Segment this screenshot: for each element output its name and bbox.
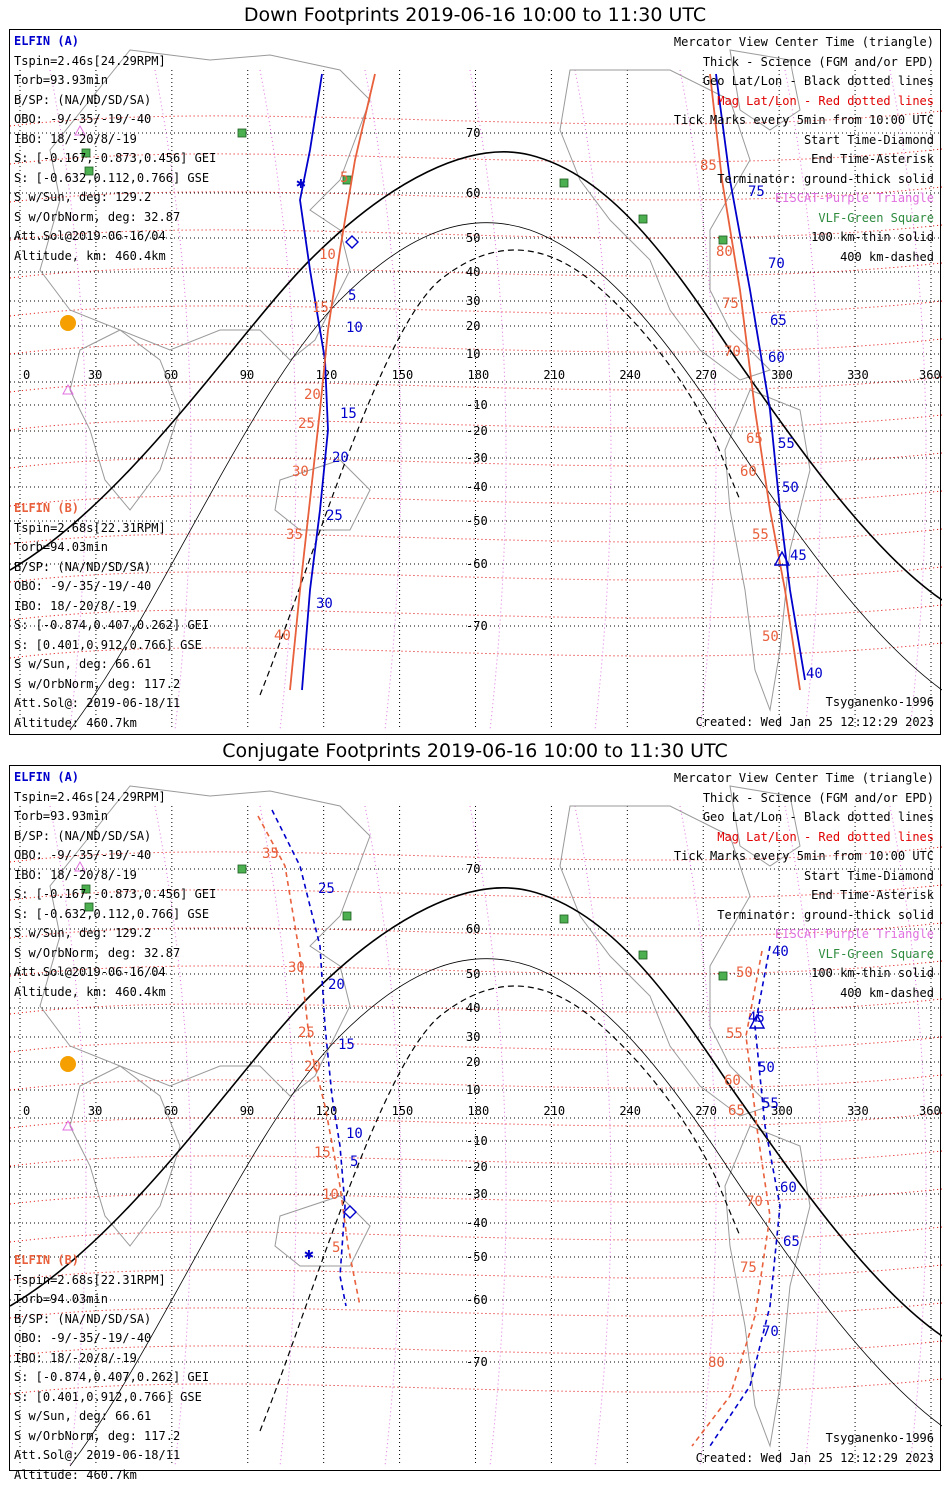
track-tick-b: 20 [304, 1059, 321, 1075]
sat-b-info [14, 499, 209, 733]
sat-a-gse: S: [-0.632,0.112,0.766] GSE [14, 170, 210, 185]
legend [674, 769, 934, 1003]
legend-eiscat: EISCAT-Purple Triangle [775, 191, 934, 205]
lon-label: 300 [771, 368, 793, 382]
sat-b-gse: S: [0.401,0.912,0.766] GSE [14, 1389, 202, 1404]
track-tick-a: 65 [770, 313, 787, 329]
track-tick-a: 55 [778, 436, 795, 452]
track-tick-a: 40 [772, 944, 789, 960]
sat-b-obo: OBO: -9/-35/-19/-40 [14, 1331, 152, 1345]
lat-label: -20 [466, 1160, 488, 1174]
sat-a-name: ELFIN (A) [14, 770, 80, 784]
lon-label: 30 [87, 368, 103, 382]
sat-a-sun-angle: S w/Sun, deg: 129.2 [14, 926, 152, 940]
vlf-square [560, 179, 568, 187]
track-tick-b: 55 [752, 527, 769, 543]
lon-label: 210 [543, 368, 566, 382]
sat-a-obo: OBO: -9/-35/-19/-40 [14, 112, 152, 126]
track-tick-b: 10 [322, 1187, 339, 1203]
sat-b-sun-angle: S w/Sun, deg: 66.61 [14, 1409, 152, 1423]
track-tick-b: 35 [286, 527, 303, 543]
legend-mag-grid: Mag Lat/Lon - Red dotted lines [717, 829, 934, 844]
sat-b-ibo: IBO: 18/-20/8/-19 [14, 1350, 137, 1365]
track-tick-b: 60 [740, 464, 757, 480]
sat-b-attsol: Att.Sol@: 2019-06-18/11 [14, 1448, 181, 1462]
lon-label: 330 [847, 368, 869, 382]
track-tick-a: 20 [332, 450, 349, 466]
lat-label: -10 [466, 398, 488, 412]
lat-label: -70 [466, 1355, 488, 1369]
track-tick-a: 50 [782, 480, 799, 496]
track-tick-b: 25 [298, 416, 315, 432]
sat-a-attsol: Att.Sol@2019-06-16/04 [14, 965, 166, 979]
sat-b-info [14, 1251, 209, 1485]
sat-b-name: ELFIN (B) [14, 501, 80, 515]
start-diamond [344, 1206, 356, 1218]
start-diamond [346, 236, 358, 248]
legend-400km: 400 km-dashed [840, 249, 934, 264]
track-tick-b: 75 [722, 296, 739, 312]
credits [696, 1429, 934, 1468]
sat-a-conj-east [710, 946, 780, 1446]
sat-a-info [14, 32, 216, 266]
legend-terminator: Terminator: ground-thick solid [717, 171, 934, 186]
track-tick-a: 30 [316, 596, 333, 612]
continent-outline [275, 460, 370, 530]
lat-label: 40 [466, 1001, 481, 1015]
sat-b-gse: S: [0.401,0.912,0.766] GSE [14, 637, 202, 652]
lat-label: -40 [466, 1216, 488, 1230]
track-tick-b: 65 [746, 431, 763, 447]
legend-terminator: Terminator: ground-thick solid [717, 907, 934, 922]
sat-b-gei: S: [-0.874,0.407,0.262] GEI [14, 1370, 210, 1384]
legend-ticks: Tick Marks every 5min from 10:00 UTC [673, 113, 934, 127]
track-tick-b: 30 [288, 960, 305, 976]
created-date: Created: Wed Jan 25 12:12:29 2023 [695, 1450, 934, 1465]
lon-label: 360 [919, 1104, 941, 1118]
lon-label: 240 [619, 368, 642, 382]
lat-label: 60 [466, 186, 481, 200]
lat-label: -70 [466, 619, 488, 633]
mag-meridian [575, 70, 611, 730]
legend-geo-grid: Geo Lat/Lon - Black dotted lines [702, 810, 934, 824]
legend-end: End Time-Asterisk [811, 152, 934, 166]
vlf-square [238, 129, 246, 137]
sat-b-tspin: Tspin=2.68s[22.31RPM] [14, 1272, 166, 1287]
sat-a-orbnorm: S w/OrbNorm, deg: 32.87 [14, 945, 181, 960]
lat-label: 50 [466, 231, 481, 245]
track-tick-b: 40 [274, 628, 291, 644]
legend-100km: 100 km-thin solid [811, 966, 934, 980]
lon-label: 30 [87, 1104, 103, 1118]
track-tick-a: 25 [326, 508, 343, 524]
lat-label: 30 [466, 294, 481, 308]
model-name: Tsyganenko-1996 [825, 1431, 934, 1445]
legend-start: Start Time-Diamond [803, 868, 934, 883]
sat-a-tspin: Tspin=2.46s[24.29RPM] [14, 53, 166, 68]
lat-label: 30 [466, 1030, 481, 1044]
legend-end: End Time-Asterisk [811, 888, 934, 902]
sat-a-bsp: B/SP: (NA/ND/SD/SA) [14, 92, 152, 107]
track-tick-b: 70 [724, 344, 741, 360]
sat-b-name: ELFIN (B) [14, 1253, 80, 1267]
sat-b-obo: OBO: -9/-35/-19/-40 [14, 579, 152, 593]
track-tick-a: 25 [318, 881, 335, 897]
lat-label: 40 [466, 265, 481, 279]
track-tick-b: 60 [724, 1073, 741, 1089]
mag-meridian [575, 806, 611, 1466]
legend-ticks: Tick Marks every 5min from 10:00 UTC [673, 849, 934, 863]
lat-label: 60 [466, 922, 481, 936]
vlf-square [343, 912, 351, 920]
lat-label: -40 [466, 480, 488, 494]
lon-label: 270 [695, 1104, 717, 1118]
track-tick-a: 10 [346, 1126, 363, 1142]
sat-b-gei: S: [-0.874,0.407,0.262] GEI [14, 618, 210, 632]
lon-label: 210 [543, 1104, 566, 1118]
lon-label: 60 [163, 1104, 179, 1118]
track-tick-a: 5 [350, 1154, 359, 1170]
legend-vlf: VLF-Green Square [818, 210, 934, 225]
lon-label: 90 [239, 368, 255, 382]
lon-label: 180 [467, 1104, 490, 1118]
sat-a-ibo: IBO: 18/-20/8/-19 [14, 867, 137, 882]
lat-label: -30 [466, 451, 488, 465]
track-tick-b: 10 [319, 247, 336, 263]
end-asterisk: ✱ [304, 1244, 314, 1263]
track-tick-a: 60 [768, 350, 785, 366]
track-tick-b: 15 [312, 300, 329, 316]
continent-outline [70, 330, 180, 510]
sat-a-orbnorm: S w/OrbNorm, deg: 32.87 [14, 209, 181, 224]
track-tick-b: 70 [746, 1194, 763, 1210]
lon-label: 360 [919, 368, 941, 382]
model-name: Tsyganenko-1996 [825, 695, 934, 709]
legend-science: Thick - Science (FGM and/or EPD) [702, 790, 934, 805]
track-tick-b: 80 [716, 244, 733, 260]
track-tick-b: 80 [708, 1355, 725, 1371]
track-tick-a: 70 [768, 256, 785, 272]
vlf-square [560, 915, 568, 923]
sat-a-gei: S: [-0.167,-0.873,0.456] GEI [14, 887, 217, 901]
lon-label: 300 [771, 1104, 793, 1118]
sat-a-torb: Torb=93.93min [14, 73, 108, 87]
sat-a-sun-angle: S w/Sun, deg: 129.2 [14, 190, 152, 204]
track-tick-a: 45 [790, 548, 807, 564]
end-asterisk: ✱ [296, 173, 306, 192]
lat-label: -30 [466, 1187, 488, 1201]
sat-a-info [14, 768, 216, 1002]
sun-icon [60, 1056, 76, 1072]
panel-title-down: Down Footprints 2019-06-16 10:00 to 11:30 UTC [243, 4, 707, 26]
lon-label: 120 [315, 1104, 338, 1118]
sat-b-attsol: Att.Sol@: 2019-06-18/11 [14, 696, 181, 710]
created-date: Created: Wed Jan 25 12:12:29 2023 [695, 714, 934, 729]
continent-outline [275, 1196, 370, 1266]
sat-a-ibo: IBO: 18/-20/8/-19 [14, 131, 137, 146]
lat-label: 10 [466, 347, 481, 361]
sat-a-tspin: Tspin=2.46s[24.29RPM] [14, 789, 166, 804]
track-tick-b: 55 [726, 1026, 743, 1042]
sat-b-bsp: B/SP: (NA/ND/SD/SA) [14, 1311, 152, 1326]
credits [696, 693, 934, 732]
sat-a-conj-west [272, 810, 346, 1306]
legend-science: Thick - Science (FGM and/or EPD) [702, 54, 934, 69]
sat-a-bsp: B/SP: (NA/ND/SD/SA) [14, 828, 152, 843]
track-tick-a: 20 [328, 977, 345, 993]
vlf-square [639, 215, 647, 223]
track-tick-b: 75 [740, 1260, 757, 1276]
lon-label: 180 [467, 368, 490, 382]
legend-geo-grid: Geo Lat/Lon - Black dotted lines [702, 74, 934, 88]
lon-label: 60 [163, 368, 179, 382]
legend-start: Start Time-Diamond [803, 132, 934, 147]
legend-mag-grid: Mag Lat/Lon - Red dotted lines [717, 93, 934, 108]
lat-label: -10 [466, 1134, 488, 1148]
lon-label: 330 [847, 1104, 869, 1118]
panel-title-conjugate: Conjugate Footprints 2019-06-16 10:00 to 11:30 UTC [222, 740, 728, 762]
sat-a-attsol: Att.Sol@2019-06-16/04 [14, 229, 166, 243]
track-tick-a: 40 [806, 666, 823, 682]
sat-a-altitude: Altitude, km: 460.4km [14, 248, 166, 263]
lat-label: 70 [466, 126, 481, 140]
lat-label: 70 [466, 862, 481, 876]
continent-outline [70, 1066, 180, 1246]
track-tick-b: 50 [736, 965, 753, 981]
sat-a-gei: S: [-0.167,-0.873,0.456] GEI [14, 151, 217, 165]
track-tick-b: 5 [332, 1240, 341, 1256]
sat-b-ibo: IBO: 18/-20/8/-19 [14, 598, 137, 613]
legend-center-time: Mercator View Center Time (triangle) [673, 35, 934, 49]
lat-label: 50 [466, 967, 481, 981]
track-tick-a: 75 [748, 184, 765, 200]
track-tick-b: 35 [262, 846, 279, 862]
sat-b-orbnorm: S w/OrbNorm, deg: 117.2 [14, 676, 181, 691]
lon-label: 120 [315, 368, 338, 382]
lat-label: 10 [466, 1083, 481, 1097]
track-tick-a: 50 [758, 1060, 775, 1076]
sat-a-name: ELFIN (A) [14, 34, 80, 48]
lon-label: 150 [391, 368, 414, 382]
track-tick-b: 5 [340, 170, 349, 186]
lat-label: -20 [466, 424, 488, 438]
lon-label: 270 [695, 368, 717, 382]
track-tick-a: 70 [762, 1324, 779, 1340]
track-tick-a: 15 [340, 406, 357, 422]
track-tick-b: 20 [304, 387, 321, 403]
lat-label: -50 [466, 1250, 488, 1264]
sun-icon [60, 315, 76, 331]
legend-vlf: VLF-Green Square [818, 946, 934, 961]
lat-label: -60 [466, 1293, 488, 1307]
track-tick-a: 10 [346, 320, 363, 336]
sat-b-altitude: Altitude: 460.7km [14, 1467, 137, 1482]
lat-label: 20 [466, 1055, 481, 1069]
track-tick-b: 30 [292, 464, 309, 480]
sat-b-altitude: Altitude: 460.7km [14, 715, 137, 730]
lat-label: -50 [466, 514, 488, 528]
legend-100km: 100 km-thin solid [811, 230, 934, 244]
lon-label: 150 [391, 1104, 414, 1118]
sat-a-obo: OBO: -9/-35/-19/-40 [14, 848, 152, 862]
sat-b-torb: Torb=94.03min [14, 1292, 108, 1306]
track-tick-a: 45 [748, 1010, 765, 1026]
legend-center-time: Mercator View Center Time (triangle) [673, 771, 934, 785]
sat-a-altitude: Altitude, km: 460.4km [14, 984, 166, 999]
track-tick-b: 25 [298, 1025, 315, 1041]
track-tick-b: 65 [728, 1103, 745, 1119]
track-tick-b: 85 [700, 158, 717, 174]
sat-b-tspin: Tspin=2.68s[22.31RPM] [14, 520, 166, 535]
track-tick-a: 55 [762, 1096, 779, 1112]
lon-label: 0 [23, 1104, 31, 1118]
continent-outline [725, 1126, 810, 1446]
sat-b-sun-angle: S w/Sun, deg: 66.61 [14, 657, 152, 671]
track-tick-b: 50 [762, 629, 779, 645]
legend [674, 33, 934, 267]
vlf-square [238, 865, 246, 873]
lon-label: 240 [619, 1104, 642, 1118]
map-panel-conjugate [9, 765, 941, 1482]
track-tick-a: 5 [348, 288, 357, 304]
legend-400km: 400 km-dashed [840, 985, 934, 1000]
legend-eiscat: EISCAT-Purple Triangle [775, 927, 934, 941]
track-tick-b: 15 [314, 1145, 331, 1161]
track-tick-a: 65 [783, 1234, 800, 1250]
vlf-square [639, 951, 647, 959]
track-tick-a: 60 [780, 1180, 797, 1196]
lat-label: -60 [466, 557, 488, 571]
sat-b-orbnorm: S w/OrbNorm, deg: 117.2 [14, 1428, 181, 1443]
sat-a-gse: S: [-0.632,0.112,0.766] GSE [14, 906, 210, 921]
lat-label: 20 [466, 319, 481, 333]
sat-a-torb: Torb=93.93min [14, 809, 108, 823]
lon-label: 0 [23, 368, 31, 382]
sat-b-torb: Torb=94.03min [14, 540, 108, 554]
track-tick-a: 15 [338, 1037, 355, 1053]
map-panel-down [9, 29, 941, 735]
sat-b-bsp: B/SP: (NA/ND/SD/SA) [14, 559, 152, 574]
lon-label: 90 [239, 1104, 255, 1118]
